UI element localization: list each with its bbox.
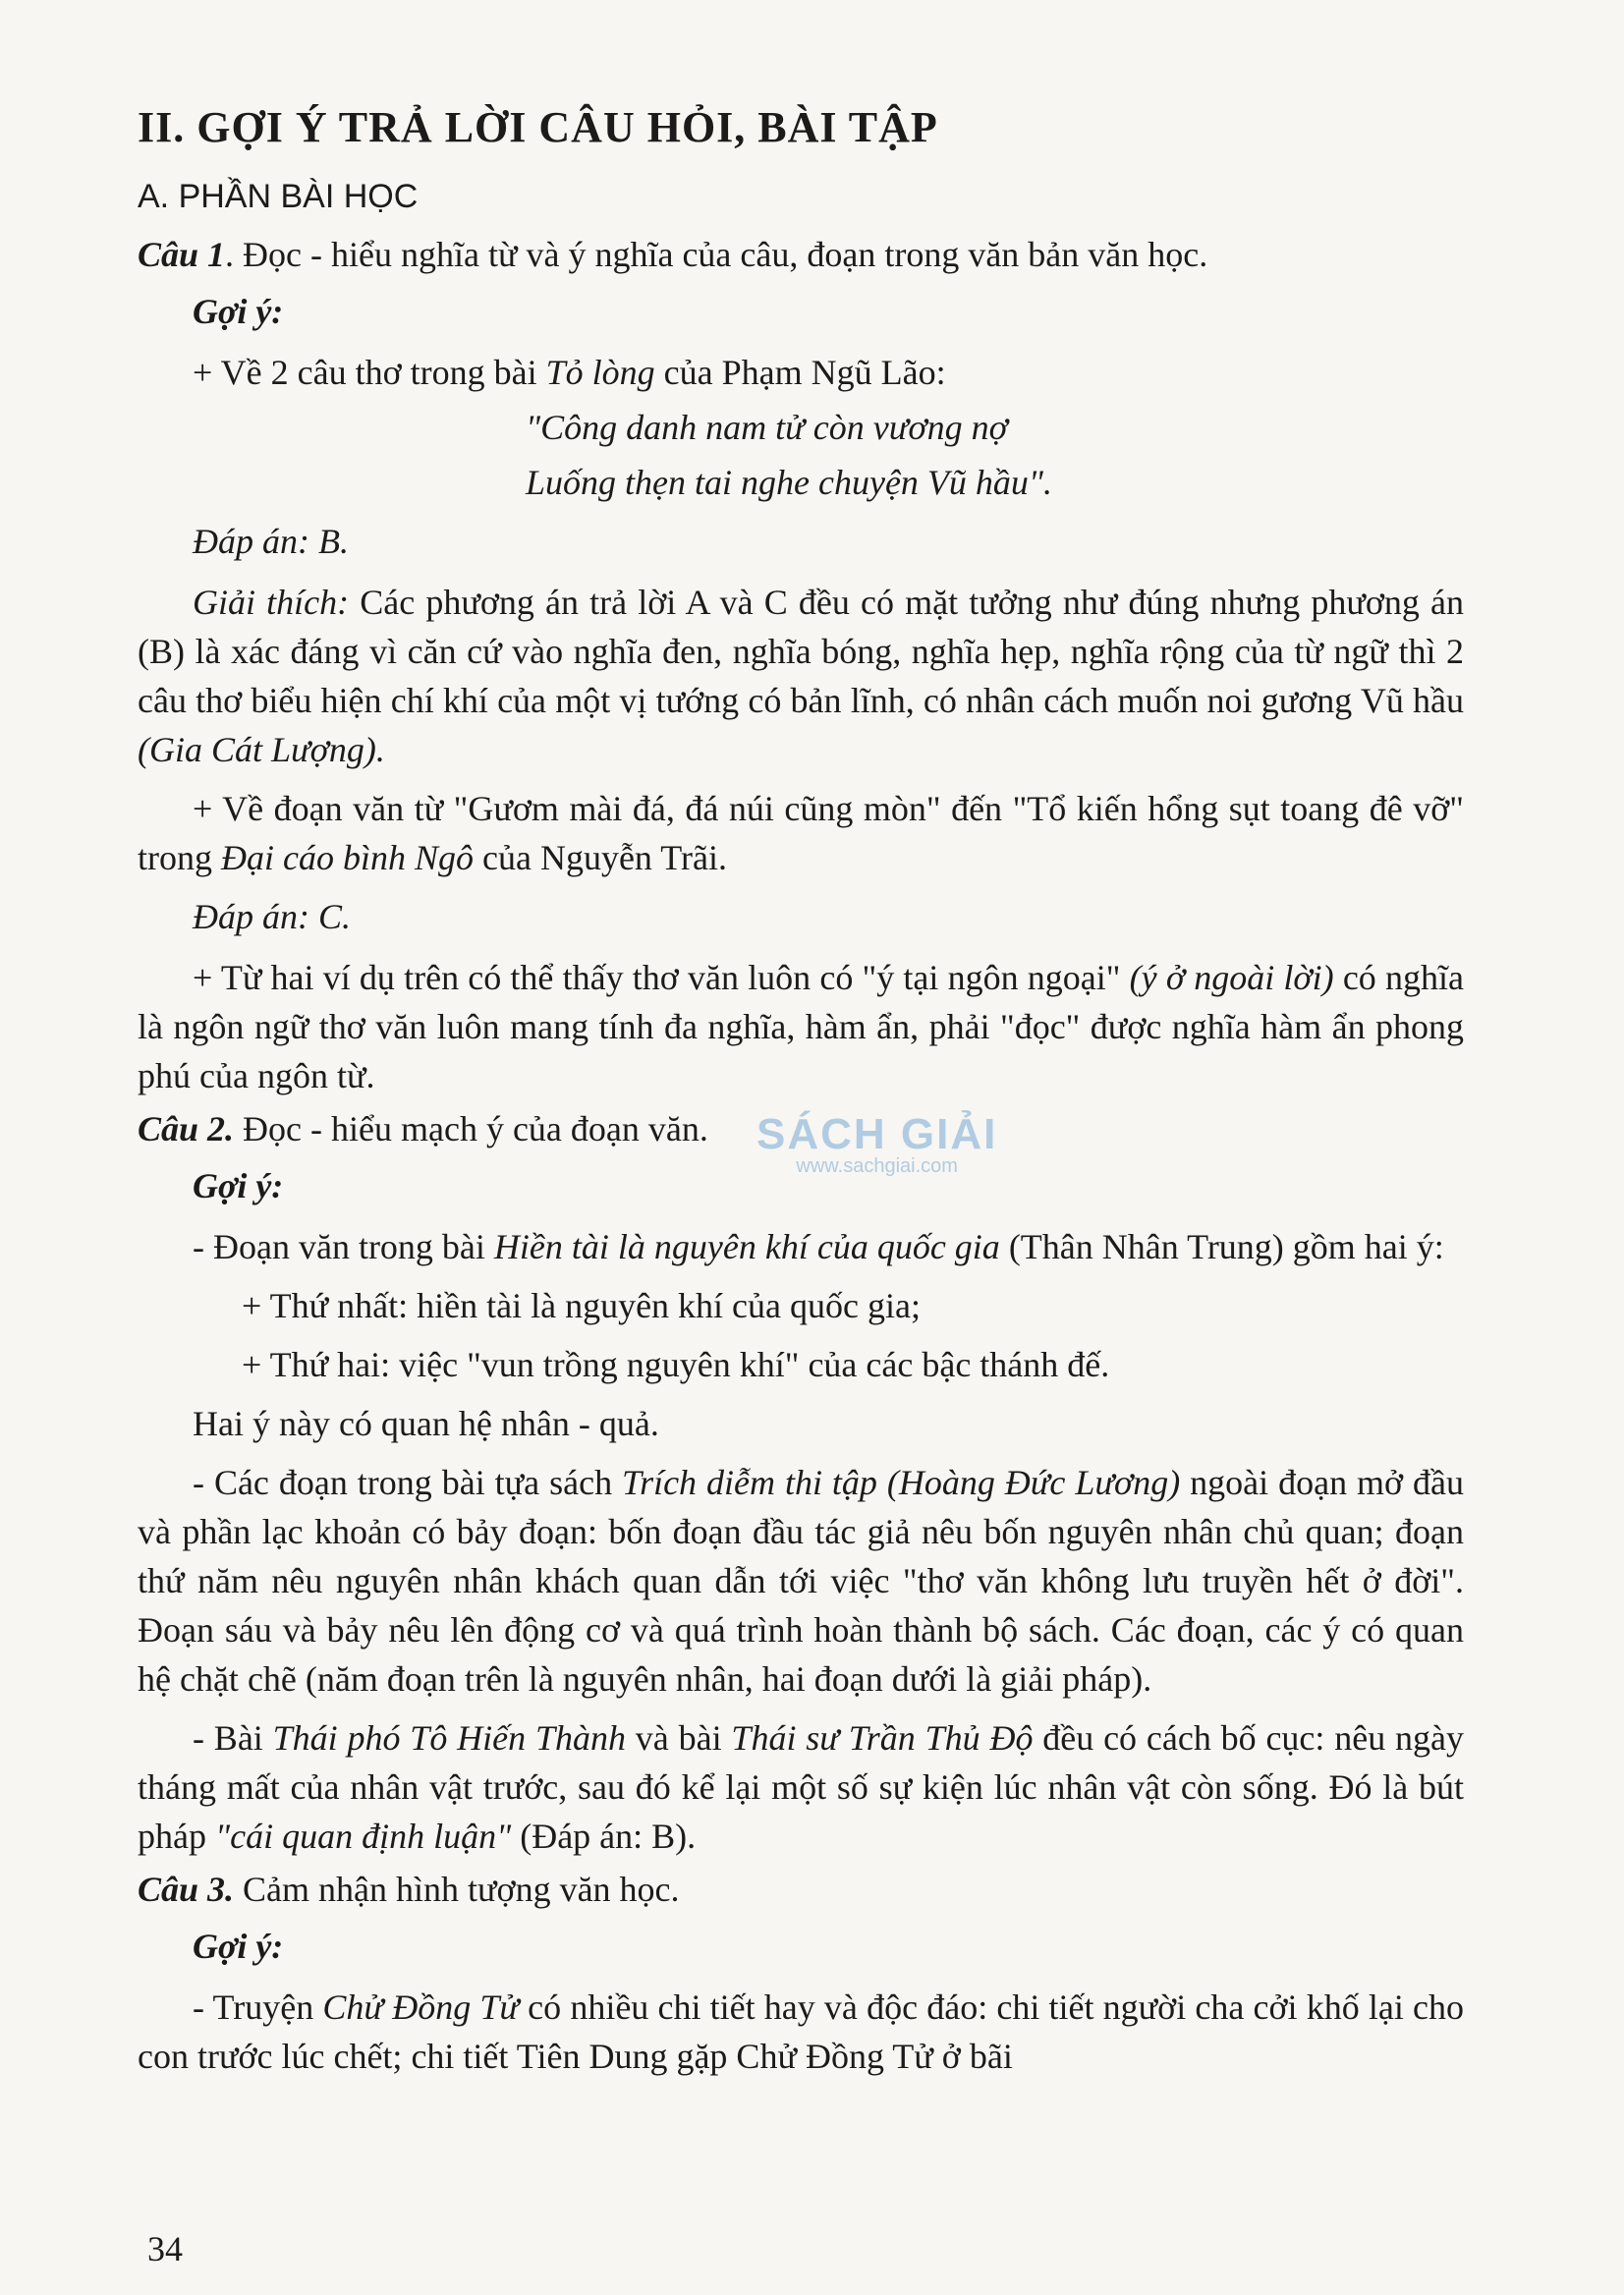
- q2-paragraph-3-text: đều có cách bố cục: nêu ngày tháng mất của nhân vật trước, sau đó kể lại một số sự kiện lúc nhân vật còn sống. Đó là bút pháp: [138, 1718, 1465, 1856]
- page-number: 34: [147, 2229, 183, 2268]
- q3-paragraph-1-pre: - Truyện: [193, 1987, 323, 2027]
- q1-item-2-post: của Nguyễn Trãi.: [474, 838, 727, 877]
- q1-item-1-post: của Phạm Ngũ Lão:: [654, 353, 946, 392]
- page-heading: II. GỢI Ý TRẢ LỜI CÂU HỎI, BÀI TẬP: [138, 103, 938, 151]
- q1-answer-2: Đáp án: C.: [193, 897, 351, 936]
- q2-paragraph-3-pre: - Bài: [193, 1718, 273, 1758]
- q1-explanation-text: Các phương án trả lời A và C đều có mặt tưởng như đúng nhưng phương án (B) là xác đáng vì căn cứ vào nghĩa đen, nghĩa bóng, nghĩa hẹp, nghĩa rộng của từ ngữ thì 2 câu thơ biểu hiện chí khí của một vị tướng có bản lĩnh, có nhân cách muốn noi gương Vũ hầu: [138, 583, 1464, 720]
- q2-paragraph-2: [138, 1458, 1464, 1704]
- q1-item-1: [138, 348, 1464, 397]
- question-1-hint: Gợi ý:: [193, 292, 284, 331]
- poem-line-1: "Công danh nam tử còn vương nợ: [526, 408, 1008, 447]
- q2-paragraph-3-italic: "cái quan định luận": [214, 1817, 512, 1856]
- q2-paragraph-1: [138, 1222, 1464, 1271]
- q2-paragraph-2-title: Trích diễm thi tập (Hoàng Đức Lương): [622, 1463, 1181, 1502]
- q1-explanation-italic: (Gia Cát Lượng).: [138, 730, 385, 769]
- question-3-label: Câu 3.: [138, 1870, 235, 1909]
- q1-item-2-pre: + Về đoạn văn từ "Gươm mài đá, đá núi cũng mòn" đến "Tổ kiến hổng sụt toang đê vỡ" trong: [138, 789, 1464, 877]
- q2-paragraph-3-title-2: Thái sư Trần Thủ Độ: [731, 1718, 1034, 1758]
- question-1-text: . Đọc - hiểu nghĩa từ và ý nghĩa của câu, đoạn trong văn bản văn học.: [225, 235, 1208, 274]
- q1-item-2-title: Đại cáo bình Ngô: [221, 838, 474, 877]
- q1-item-3-pre: + Từ hai ví dụ trên có thể thấy thơ văn luôn có "ý tại ngôn ngoại": [193, 958, 1130, 997]
- page-content: [138, 98, 1464, 2081]
- watermark-brand: SÁCH GIẢI: [756, 1110, 998, 1158]
- q2-paragraph-1-title: Hiền tài là nguyên khí của quốc gia: [493, 1227, 1000, 1266]
- q2-paragraph-3-title-1: Thái phó Tô Hiến Thành: [272, 1718, 626, 1758]
- q3-paragraph-1-title: Chử Đồng Tử: [322, 1987, 520, 2027]
- q2-paragraph-3-end: (Đáp án: B).: [511, 1817, 697, 1856]
- question-3-hint: Gợi ý:: [193, 1927, 284, 1966]
- q1-explanation-label: Giải thích:: [193, 583, 350, 622]
- q3-paragraph-1: [138, 1983, 1464, 2081]
- q3-paragraph-1-post: có nhiều chi tiết hay và độc đáo: chi tiết người cha cởi khố lại cho con trước lúc chết; chi tiết Tiên Dung gặp Chử Đồng Tử ở bãi: [138, 1987, 1464, 2076]
- q2-sub-item-2: + Thứ hai: việc "vun trồng nguyên khí" của các bậc thánh đế.: [242, 1345, 1110, 1384]
- q2-paragraph-2-pre: - Các đoạn trong bài tựa sách: [193, 1463, 623, 1502]
- q2-paragraph-3-mid: và bài: [625, 1718, 732, 1758]
- poem-line-2: Luống thẹn tai nghe chuyện Vũ hầu".: [526, 463, 1053, 502]
- q1-item-2: [138, 784, 1464, 882]
- q1-item-3: [138, 953, 1464, 1100]
- question-1: [138, 230, 1464, 279]
- q2-relation: Hai ý này có quan hệ nhân - quả.: [193, 1404, 659, 1443]
- question-2-text: Đọc - hiểu mạch ý của đoạn văn.: [234, 1109, 708, 1148]
- watermark: [756, 1110, 997, 1178]
- q2-sub-item-1: + Thứ nhất: hiền tài là nguyên khí của quốc gia;: [242, 1286, 921, 1325]
- question-3: [138, 1865, 1464, 1914]
- question-3-text: Cảm nhận hình tượng văn học.: [234, 1870, 680, 1909]
- q2-paragraph-3: [138, 1713, 1464, 1861]
- question-1-label: Câu 1: [138, 235, 226, 274]
- question-2-hint: Gợi ý:: [193, 1166, 284, 1205]
- q1-item-3-italic: (ý ở ngoài lời): [1129, 958, 1334, 997]
- q1-item-3-post: có nghĩa là ngôn ngữ thơ văn luôn mang tính đa nghĩa, hàm ẩn, phải "đọc" được nghĩa hàm ẩn phong phú của ngôn từ.: [138, 958, 1464, 1095]
- q2-paragraph-1-post: (Thân Nhân Trung) gồm hai ý:: [999, 1227, 1444, 1266]
- q2-paragraph-2-post: ngoài đoạn mở đầu và phần lạc khoản có bảy đoạn: bốn đoạn đầu tác giả nêu bốn nguyên nhân chủ quan; đoạn thứ năm nêu nguyên nhân khách quan dẫn tới việc "thơ văn không lưu truyền hết ở đời". Đoạn sáu và bảy nêu lên động cơ và quá trình hoàn thành bộ sách. Các đoạn, các ý có quan hệ chặt chẽ (năm đoạn trên là nguyên nhân, hai đoạn dưới là giải pháp).: [138, 1463, 1465, 1699]
- q1-explanation: [138, 578, 1464, 774]
- q1-answer-1: Đáp án: B.: [193, 522, 349, 561]
- q1-item-1-title: Tỏ lòng: [545, 353, 655, 392]
- section-title: A. PHẦN BÀI HỌC: [138, 178, 419, 215]
- q2-paragraph-1-pre: - Đoạn văn trong bài: [193, 1227, 494, 1266]
- q1-item-1-pre: + Về 2 câu thơ trong bài: [193, 353, 546, 392]
- question-2-label: Câu 2.: [138, 1109, 235, 1148]
- watermark-url: www.sachgiai.com: [796, 1155, 958, 1177]
